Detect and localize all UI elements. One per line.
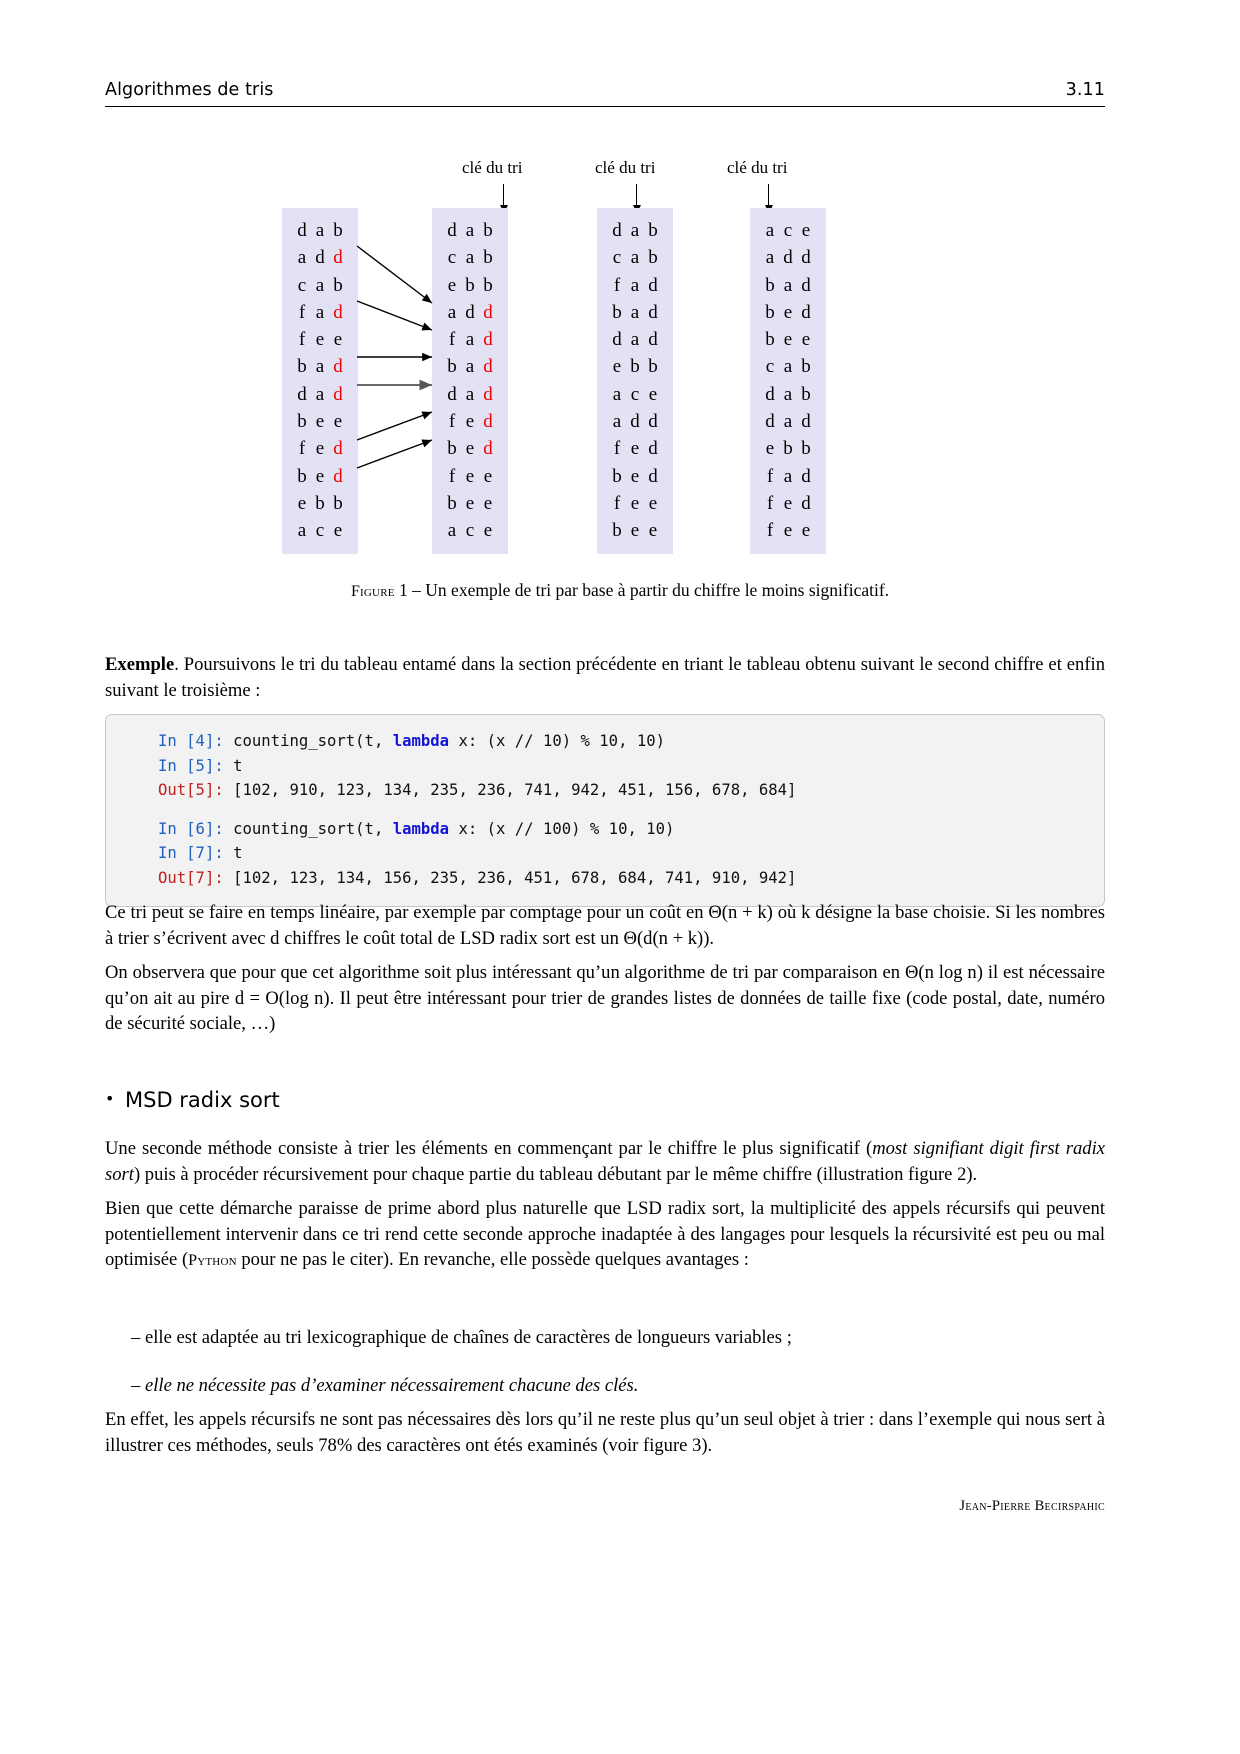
example-text: . Poursuivons le tri du tableau entamé dans la section précédente en triant le tableau obtenu suivant le second chiffre et enfin suivant le troisième : <box>105 654 1105 701</box>
cell: e <box>765 438 775 460</box>
table-row <box>750 353 826 380</box>
table-row <box>597 326 673 353</box>
cell: b <box>447 492 457 514</box>
code-prompt-separator: : <box>214 756 234 775</box>
table-row <box>597 463 673 490</box>
table-row <box>750 272 826 299</box>
cell: f <box>613 438 621 460</box>
page-footer <box>105 1498 1105 1515</box>
page-header <box>105 80 1105 100</box>
figure-caption-text: – Un exemple de tri par base à partir du chiffre le moins significatif. <box>412 580 890 600</box>
cell: b <box>333 274 343 296</box>
cell: a <box>783 411 793 433</box>
table-row <box>597 353 673 380</box>
column-initial <box>282 208 358 554</box>
cell: a <box>315 383 325 405</box>
code-prompt-separator: : <box>214 819 234 838</box>
cell: a <box>315 220 325 241</box>
code-in-prompt: In [5] <box>158 756 215 775</box>
table-row <box>432 490 508 517</box>
cell: d <box>648 438 658 460</box>
table-row <box>282 272 358 299</box>
code-text: counting_sort(t, <box>233 819 393 838</box>
code-keyword: lambda <box>392 819 450 838</box>
key-label-2: clé du tri <box>595 158 656 177</box>
table-row <box>432 299 508 326</box>
table-row <box>750 244 826 271</box>
complexity-paragraph-2: On observera que pour que cet algorithme soit plus intéressant qu’un algorithme de tri par comparaison en Θ(n log n) il est nécessaire qu’on ait au pire d = O(log n). Il peut être intéressant pour trier de grandes listes de données de taille fixe (code postal, date, numéro de sécurité sociale, …) <box>105 962 1105 1034</box>
cell: e <box>297 492 307 514</box>
cell: c <box>465 520 475 542</box>
cell: c <box>765 356 775 378</box>
table-row <box>750 299 826 326</box>
cell: a <box>783 465 793 487</box>
code-in-prompt: In [6] <box>158 819 215 838</box>
table-row <box>597 490 673 517</box>
code-line <box>158 729 1104 754</box>
cell: b <box>297 356 307 378</box>
cell: a <box>630 301 640 323</box>
cell: e <box>630 465 640 487</box>
list-item-text: elle est adaptée au tri lexicographique de chaînes de caractères de longueurs variables ; <box>145 1327 792 1348</box>
cell: a <box>783 274 793 296</box>
table-row <box>432 353 508 380</box>
code-line <box>158 754 1104 779</box>
cell: f <box>613 492 621 514</box>
table-row <box>597 217 673 244</box>
table-row <box>282 517 358 544</box>
cell: b <box>801 356 811 378</box>
cell: d <box>648 465 658 487</box>
cell: b <box>447 356 457 378</box>
cell: e <box>648 492 658 514</box>
cell: f <box>766 465 774 487</box>
section-title: MSD radix sort <box>125 1088 280 1112</box>
cell: a <box>612 411 622 433</box>
cell: d <box>297 220 307 241</box>
cell: a <box>630 329 640 351</box>
code-out-prompt: Out[7] <box>158 868 215 887</box>
cell: a <box>447 301 457 323</box>
key-label-1: clé du tri <box>462 158 523 177</box>
code-prompt-separator: : <box>214 844 234 862</box>
cell: d <box>447 220 457 241</box>
cell: e <box>465 438 475 460</box>
cell: a <box>447 520 457 542</box>
code-line <box>158 817 1104 842</box>
table-row <box>432 217 508 244</box>
code-line <box>158 778 1104 803</box>
cell: a <box>465 247 475 269</box>
table-row <box>432 272 508 299</box>
msd-body-b: pour ne pas le citer). En revanche, elle possède quelques avantages : <box>236 1249 749 1270</box>
cell: e <box>315 465 325 487</box>
cell: f <box>613 274 621 296</box>
table-row <box>282 299 358 326</box>
cell: b <box>648 356 658 378</box>
cell: b <box>483 220 493 241</box>
cell: c <box>612 247 622 269</box>
cell: f <box>448 329 456 351</box>
table-row <box>597 517 673 544</box>
code-block <box>105 714 1105 907</box>
table-row <box>282 353 358 380</box>
cell: e <box>783 492 793 514</box>
example-lead: Exemple <box>105 654 175 675</box>
table-row <box>597 435 673 462</box>
example-paragraph <box>105 652 1105 712</box>
cell: d <box>612 220 622 241</box>
cell: b <box>612 465 622 487</box>
code-line <box>158 866 1104 891</box>
cell: b <box>612 520 622 542</box>
code-prompt-separator: : <box>214 868 234 887</box>
cell: f <box>448 465 456 487</box>
cell: a <box>297 520 307 542</box>
msd-body-paragraph <box>105 1196 1105 1274</box>
code-text: counting_sort(t, <box>233 732 393 750</box>
cell: b <box>765 329 775 351</box>
cell: e <box>783 520 793 542</box>
code-in-prompt: In [7] <box>158 844 215 862</box>
table-row <box>282 244 358 271</box>
cell: e <box>465 411 475 433</box>
table-row <box>750 435 826 462</box>
table-row <box>432 517 508 544</box>
table-row <box>597 381 673 408</box>
cell: d <box>465 301 475 323</box>
table-row <box>432 463 508 490</box>
cell: b <box>630 356 640 378</box>
table-row <box>750 408 826 435</box>
cell: d <box>483 411 493 433</box>
msd-body-a: Bien que cette démarche paraisse de prime abord plus naturelle que LSD radix sort, la multiplicité des appels récursifs qui peuvent potentiellement intervenir dans ce tri rend cette seconde approche inadaptée à des langages pour lesquels la récursivité est peu ou mal optimisée ( <box>105 1198 1105 1270</box>
cell: d <box>801 274 811 296</box>
cell: b <box>612 301 622 323</box>
code-text: [102, 123, 134, 156, 235, 236, 451, 678, 684, 741, 910, 942] <box>233 868 797 887</box>
cell: c <box>447 247 457 269</box>
cell: e <box>315 411 325 433</box>
cell: d <box>648 329 658 351</box>
conclusion-paragraph <box>105 1407 1105 1467</box>
cell: c <box>630 383 640 405</box>
key-label-3: clé du tri <box>727 158 788 177</box>
table-row <box>282 381 358 408</box>
cell: e <box>483 492 493 514</box>
table-row <box>597 408 673 435</box>
cell: b <box>765 301 775 323</box>
cell: d <box>483 329 493 351</box>
cell: b <box>297 411 307 433</box>
code-keyword: lambda <box>392 732 450 750</box>
cell: f <box>298 329 306 351</box>
cell: f <box>298 438 306 460</box>
list-dash: – <box>131 1327 141 1348</box>
cell: d <box>801 411 811 433</box>
cell: b <box>333 492 343 514</box>
cell: a <box>465 220 475 241</box>
cell: b <box>447 438 457 460</box>
cell: e <box>648 520 658 542</box>
cell: a <box>612 383 622 405</box>
cell: a <box>630 220 640 241</box>
cell: e <box>315 329 325 351</box>
cell: b <box>648 247 658 269</box>
cell: b <box>315 492 325 514</box>
cell: a <box>765 220 775 241</box>
table-row <box>750 217 826 244</box>
code-line <box>158 841 1104 866</box>
cell: f <box>766 520 774 542</box>
cell: b <box>783 438 793 460</box>
table-row <box>750 381 826 408</box>
table-row <box>282 408 358 435</box>
cell: d <box>765 383 775 405</box>
table-row <box>282 435 358 462</box>
list-item <box>105 1373 1105 1399</box>
cell: e <box>333 329 343 351</box>
cell: b <box>801 383 811 405</box>
cell: d <box>333 465 343 487</box>
table-row <box>432 326 508 353</box>
cell: d <box>483 383 493 405</box>
cell: a <box>783 383 793 405</box>
msd-intro-b: ) puis à procéder récursivement pour chaque partie du tableau débutant par le même chiffre (illustration figure 2). <box>133 1163 978 1185</box>
cell: d <box>447 383 457 405</box>
cell: e <box>447 274 457 296</box>
cell: d <box>333 438 343 460</box>
cell: b <box>801 438 811 460</box>
table-row <box>432 244 508 271</box>
cell: a <box>315 274 325 296</box>
header-rule <box>105 106 1105 107</box>
cell: a <box>315 301 325 323</box>
code-out-prompt: Out[5] <box>158 781 215 799</box>
msd-intro-paragraph <box>105 1136 1105 1187</box>
cell: d <box>333 301 343 323</box>
cell: d <box>630 411 640 433</box>
cell: b <box>648 220 658 241</box>
cell: d <box>648 274 658 296</box>
table-row <box>432 408 508 435</box>
cell: d <box>648 411 658 433</box>
cell: d <box>801 301 811 323</box>
table-row <box>750 490 826 517</box>
cell: a <box>465 383 475 405</box>
conclusion-text: En effet, les appels récursifs ne sont pas nécessaires dès lors qu’il ne reste plus qu’un seul objet à trier : dans l’exemple qui nous sert à illustrer ces méthodes, seuls 78% des caractères ont étés examinés (voir figure 3). <box>105 1409 1105 1456</box>
cell: a <box>297 247 307 269</box>
table-row <box>432 435 508 462</box>
cell: e <box>315 438 325 460</box>
cell: e <box>648 383 658 405</box>
list-item-text: elle ne nécessite pas d’examiner nécessairement chacune des clés. <box>145 1374 639 1396</box>
list-dash: – <box>131 1374 141 1396</box>
cell: b <box>465 274 475 296</box>
msd-intro-italic: most signifiant digit first radix sort <box>105 1138 1105 1185</box>
table-row <box>750 463 826 490</box>
cell: c <box>297 274 307 296</box>
cell: d <box>801 247 811 269</box>
cell: b <box>297 465 307 487</box>
table-row <box>432 381 508 408</box>
cell: e <box>783 301 793 323</box>
cell: a <box>765 247 775 269</box>
cell: d <box>612 329 622 351</box>
cell: d <box>315 247 325 269</box>
msd-body-python: Python <box>188 1252 237 1269</box>
list-item <box>105 1325 1105 1351</box>
table-row <box>750 326 826 353</box>
cell: e <box>612 356 622 378</box>
code-text: x: (x // 10) % 10, 10) <box>449 732 666 750</box>
cell: d <box>801 465 811 487</box>
cell: e <box>333 520 343 542</box>
code-prompt-separator: : <box>214 781 234 799</box>
cell: e <box>483 465 493 487</box>
code-text: t <box>233 844 243 862</box>
cell: a <box>630 247 640 269</box>
cell: a <box>465 329 475 351</box>
cell: d <box>297 383 307 405</box>
msd-intro-a: Une seconde méthode consiste à trier les éléments en commençant par le chiffre le plus significatif ( <box>105 1138 873 1159</box>
cell: d <box>483 301 493 323</box>
code-prompt-separator: : <box>214 732 234 750</box>
cell: b <box>333 220 343 241</box>
table-row <box>282 217 358 244</box>
column-pass1 <box>432 208 508 554</box>
cell: d <box>333 356 343 378</box>
table-row <box>597 272 673 299</box>
cell: d <box>483 356 493 378</box>
code-text: x: (x // 100) % 10, 10) <box>449 819 675 838</box>
cell: a <box>630 274 640 296</box>
figure-caption <box>0 580 1240 601</box>
bullet-icon: • <box>105 1089 115 1108</box>
cell: c <box>315 520 325 542</box>
cell: e <box>333 411 343 433</box>
cell: d <box>648 301 658 323</box>
figure-caption-prefix: Figure <box>350 583 395 600</box>
cell: e <box>483 520 493 542</box>
code-in-prompt: In [4] <box>158 732 215 750</box>
advantages-list <box>105 1325 1105 1420</box>
cell: d <box>801 492 811 514</box>
cell: e <box>465 465 475 487</box>
cell: b <box>483 274 493 296</box>
column-pass2 <box>597 208 673 554</box>
cell: f <box>766 492 774 514</box>
complexity-paragraph-1: Ce tri peut se faire en temps linéaire, par exemple par comptage pour un coût en Θ(n + k) où k désigne la base choisie. Si les nombres à trier s’écrivent avec d chiffres le coût total de LSD radix sort est un Θ(d(n + k)). <box>105 902 1105 949</box>
cell: a <box>465 356 475 378</box>
cell: b <box>765 274 775 296</box>
cell: d <box>333 383 343 405</box>
cell: e <box>801 520 811 542</box>
table-row <box>282 490 358 517</box>
cell: b <box>483 247 493 269</box>
cell: e <box>630 520 640 542</box>
code-text: t <box>233 756 243 775</box>
cell: e <box>801 329 811 351</box>
table-row <box>282 463 358 490</box>
footer-author: Jean-Pierre Becirspahic <box>959 1498 1105 1514</box>
header-page-number: 3.11 <box>1065 80 1105 100</box>
cell: d <box>783 247 793 269</box>
cell: c <box>783 220 793 241</box>
cell: e <box>465 492 475 514</box>
column-pass3 <box>750 208 826 554</box>
table-row <box>597 244 673 271</box>
table-row <box>282 326 358 353</box>
cell: d <box>483 438 493 460</box>
cell: d <box>765 411 775 433</box>
cell: e <box>801 220 811 241</box>
cell: e <box>630 438 640 460</box>
cell: a <box>315 356 325 378</box>
code-blank-line <box>158 803 1104 817</box>
header-title: Algorithmes de tris <box>105 80 274 100</box>
figure-caption-number: 1 <box>399 580 408 600</box>
table-row <box>750 517 826 544</box>
cell: a <box>783 356 793 378</box>
table-row <box>597 299 673 326</box>
cell: e <box>783 329 793 351</box>
complexity-paragraphs <box>105 900 1105 1046</box>
msd-paragraphs <box>105 1136 1105 1283</box>
code-text: [102, 910, 123, 134, 235, 236, 741, 942, 451, 156, 678, 684] <box>233 781 797 799</box>
cell: f <box>448 411 456 433</box>
cell: e <box>630 492 640 514</box>
cell: f <box>298 301 306 323</box>
cell: d <box>333 247 343 269</box>
section-heading-msd <box>105 1088 1105 1112</box>
